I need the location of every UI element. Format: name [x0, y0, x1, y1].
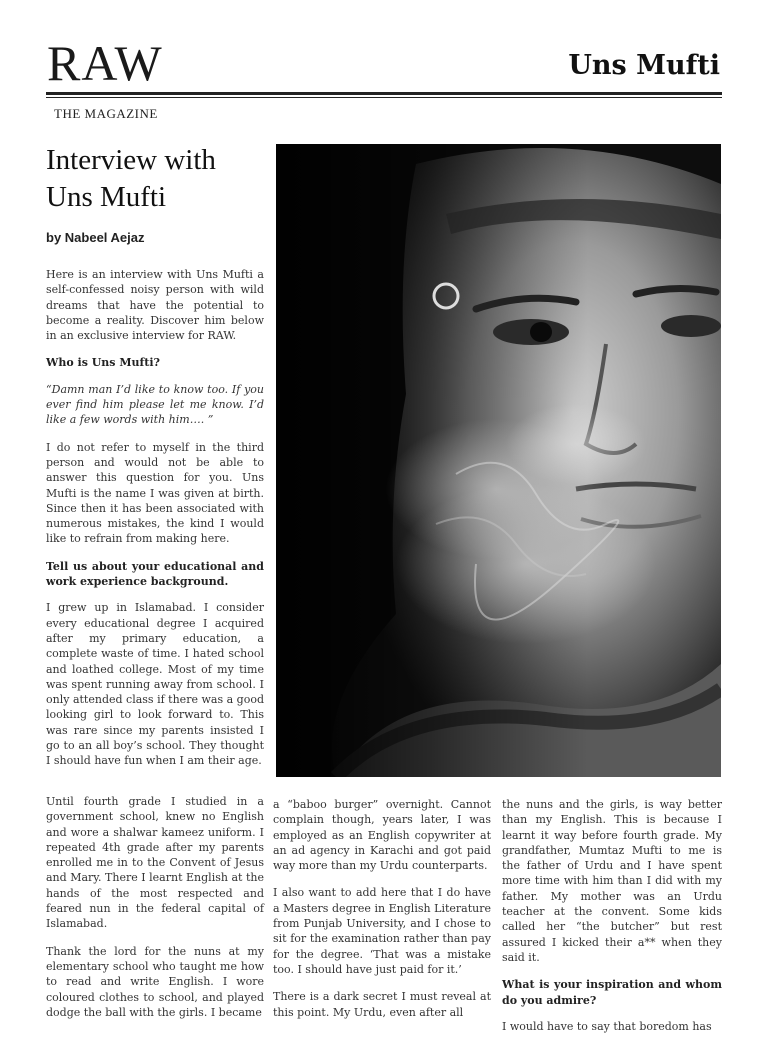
answer-paragraph: I would have to say that boredom has — [502, 1019, 712, 1033]
column-left-top — [46, 267, 264, 781]
header-rule-thin — [46, 97, 722, 98]
column-right — [502, 797, 722, 1046]
intro-paragraph: Here is an interview with Uns Mufti a self-confessed noisy person with wild dreams that have the potential to become a reality. Discover him below in an exclusive interview for RAW. — [46, 268, 264, 343]
answer-quote: “Damn man I’d like to know too. If you ever find him please let me know. I’d like a few words with him…. ” — [46, 382, 264, 427]
portrait-photo — [276, 144, 721, 777]
column-left-bottom — [46, 794, 264, 1032]
answer-paragraph: There is a dark secret I must reveal at this point. My Urdu, even after all — [273, 990, 491, 1019]
header-rule-thick — [46, 92, 722, 95]
answer-paragraph: I also want to add here that I do have a Masters degree in English Literature from Punjab University, and I chose to sit for the examination rather than pay for the degree. ‘That was a mistake too. I should have just paid for it.’ — [273, 886, 491, 976]
article-byline: by Nabeel Aejaz — [46, 230, 145, 245]
interviewee-name: Uns Mufti — [568, 50, 720, 81]
magazine-subtitle: THE MAGAZINE — [54, 106, 158, 121]
answer-paragraph: a “baboo burger” overnight. Cannot complain though, years later, I was employed as an English copywriter at an ad agency in Karachi and got paid way more than my Urdu counterparts. — [273, 798, 491, 873]
magazine-logo: RAW — [47, 35, 163, 91]
question-who: Who is Uns Mufti? — [46, 356, 160, 370]
answer-paragraph: I grew up in Islamabad. I consider every educational degree I acquired after my primary education, a complete waste of time. I hated school and loathed college. Most of my time was spent running away from school. I only attended class if there was a good looking girl to look forward to. This was rare since my parents insisted I go to an all boy’s school. They thought I should have fun when I am their age. — [46, 601, 264, 768]
article-title: Interview with Uns Mufti — [46, 144, 216, 213]
answer-paragraph: the nuns and the girls, is way better than my English. This is because I learnt it way before fourth grade. My grandfather, Mumtaz Mufti to me is the father of Urdu and I have spent more time with him than I did with my father. My mother was an Urdu teacher at the convent. Some kids called her “the butcher” but rest assured I kicked their a** when they said it. — [502, 798, 722, 964]
answer-paragraph: Until fourth grade I studied in a government school, knew no English and wore a shalwar kameez uniform. I repeated 4th grade after my parents enrolled me in to the Convent of Jesus and Mary. There I learnt English at the hands of the most respected and feared nun in the federal capital of Islamabad. — [46, 795, 264, 931]
question-inspiration: What is your inspiration and whom do you admire? — [502, 978, 722, 1007]
column-middle — [273, 797, 491, 1032]
answer-paragraph: Thank the lord for the nuns at my elementary school who taught me how to read and write English. I wore coloured clothes to school, and played dodge the ball with the girls. I became — [46, 944, 264, 1019]
answer-paragraph: I do not refer to myself in the third person and would not be able to answer this question for you. Uns Mufti is the name I was given at birth. Since then it has been associated with numerous mistakes, the kind I would like to refrain from making here. — [46, 440, 264, 546]
question-education: Tell us about your educational and work experience background. — [46, 559, 264, 589]
